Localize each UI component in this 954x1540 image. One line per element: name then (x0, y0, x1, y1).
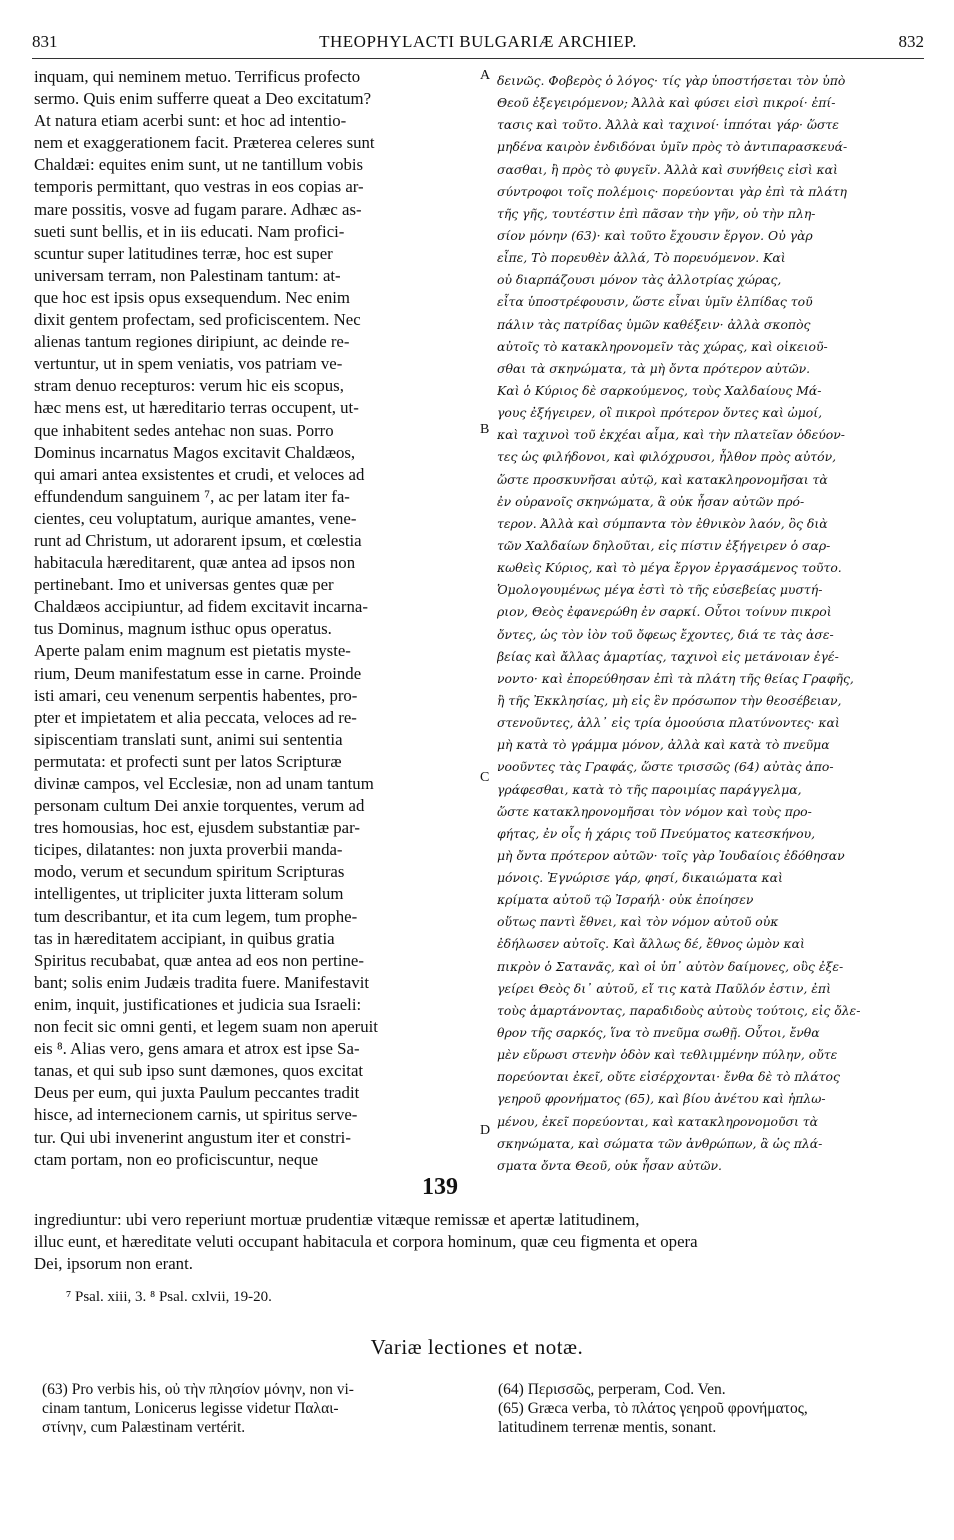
margin-letter-b: B (480, 422, 490, 437)
running-header (32, 32, 924, 58)
latin-text-line: Aperte palam enim magnum est pietatis myste- (34, 641, 351, 661)
greek-text-line: γεηροῦ φρονήματος (65), καὶ βίου ἀνέτου καὶ ἡπλω- (497, 1091, 826, 1107)
greek-text-line: οὕτως παντὶ ἔθνει, καὶ τὸν νόμον αὐτοῦ οὐκ (497, 914, 779, 930)
note-line: latitudinem terrenæ mentis, sonant. (498, 1419, 717, 1436)
latin-text-line: effundendum sanguinem ⁷, ac per latam iter fa- (34, 486, 350, 506)
latin-text-line: pertinebant. Imo et universas gentes quæ per (34, 575, 334, 595)
full-width-text (34, 1209, 934, 1275)
greek-text-line: ἐν οὐρανοῖς σκηνώματα, ἃ οὐκ ἦσαν αὐτῶν πρό- (497, 493, 805, 509)
latin-text-line: temporis permittant, quo vestras in eos copias ar- (34, 177, 364, 197)
greek-text-line: πάλιν τὰς πατρίδας ὑμῶν καθέξειν· ἀλλὰ σκοπὸς (497, 316, 811, 332)
greek-text-line: σασθαι, ἢ πρὸς τὸ φυγεῖν. Ἀλλὰ καὶ συνήθεις εἰσὶ καὶ (497, 161, 838, 177)
latin-text-line: eis ⁸. Alias vero, gens amara et atrox est ipse Sa- (34, 1039, 360, 1059)
greek-text-line: τῆς γῆς, τουτέστιν ἐπὶ πᾶσαν τὴν γῆν, οὐ τὴν πλη- (497, 205, 816, 221)
greek-text-line: ὄντες, ὡς τὸν ἰὸν τοῦ ὄφεως ἔχοντες, διά τε τὰς ἀσε- (497, 626, 834, 642)
latin-text-line: At natura etiam acerbi sunt: et hoc ad intentio- (34, 111, 347, 131)
greek-text-line: φήτας, ἐν οἷς ἡ χάρις τοῦ Πνεύματος κατεσκήνου, (497, 825, 816, 841)
greek-text-line: κρίματα αὐτοῦ τῷ Ἰσραήλ· οὐκ ἐποίησεν (497, 892, 754, 908)
greek-text-line: ἢ τῆς Ἐκκλησίας, μὴ εἰς ἓν πρόσωπον τὴν θεοσέβειαν, (497, 692, 842, 708)
greek-text-line: εἶτα ὑποστρέφουσιν, ὥστε εἶναι ὑμῖν ἐλπίδας τοῦ (497, 294, 813, 310)
notes-right-column (498, 1380, 928, 1437)
note-line: cinam tantum, Lonicerus legisse videtur Παλαι- (42, 1400, 339, 1417)
latin-text-line: Spiritus recubabat, quæ antea ad eos non pertine- (34, 950, 364, 970)
note-line: (64) Περισσῶς, perperam, Cod. Ven. (498, 1381, 726, 1398)
latin-text-line: tres homousias, hoc est, ejusdem substantiæ par- (34, 818, 360, 838)
latin-text-line: personam cultum Dei anxie torquentes, verum ad (34, 796, 365, 816)
greek-text-line: στενοῦντες, ἀλλ᾽ εἰς τρία ὁμοούσια πλατύνοντες· καὶ (497, 715, 840, 731)
latin-text-line: nem et exaggerationem facit. Præterea celeres sunt (34, 133, 375, 153)
greek-text-line: νοοῦντες τὰς Γραφάς, ὥστε τρισσῶς (64) αὐτὰς ἀπο- (497, 759, 834, 775)
latin-text-line: mare possitis, vosve ad fugam parare. Adhæc as- (34, 199, 362, 219)
latin-text-line: permutata: et profecti sunt per latos Scripturæ (34, 751, 342, 771)
latin-text-line: bant; solis enim Judæis tradita fuere. Manifestavit (34, 972, 370, 992)
greek-text-line: σίον μόνην (63)· καὶ τοῦτο ἔχουσιν ἔργον. Οὐ γὰρ (497, 227, 813, 243)
margin-letter-a: A (480, 68, 491, 83)
greek-text-line: μένου, ἐκεῖ πορεύονται, καὶ κατακληρονομοῦσι τὰ (497, 1113, 819, 1129)
latin-text-line: vertuntur, ut in spem veniatis, vos patriam ve- (34, 354, 343, 374)
latin-text-line: divinæ campos, vel Ecclesiæ, non ad unam tantum (34, 774, 374, 793)
greek-text-line: τερον. Ἀλλὰ καὶ σύμπαντα τὸν ἐθνικὸν λαόν, ὃς διὰ (497, 515, 828, 531)
greek-text-line: κωθεὶς Κύριος, καὶ τὸ μέγα ἔργον ἐργασάμενος τοῦτο. (497, 560, 842, 576)
greek-text-line: τῶν Χαλδαίων δηλοῦται, εἰς πίστιν ἐξήγειρεν ὁ σαρ- (497, 537, 831, 553)
column-number: 139 (422, 1174, 458, 1200)
latin-text-line: hisce, ad internecionem carnis, ut spiritus serve- (34, 1105, 358, 1125)
full-width-text-line: illuc eunt, et hæreditate veluti occupant habitacula et corpora hominum, quæ ceu figmenta et opera (34, 1232, 698, 1251)
greek-text-line: γράφεσθαι, κατὰ τὸ τῆς παροιμίας παράγγελμα, (497, 781, 802, 797)
latin-text-line: hæc mens est, ut hæreditario terras occupent, ut- (34, 398, 359, 418)
greek-text-line: σματα ὄντα Θεοῦ, οὐκ ἦσαν αὐτῶν. (497, 1157, 722, 1173)
greek-text-line: γείρει Θεὸς δι᾽ αὐτοῦ, εἴ τις κατὰ Παῦλόν ἐστιν, ἐπὶ (497, 980, 831, 996)
greek-text-line: δεινῶς. Φοβερὸς ὁ λόγος· τίς γὰρ ὑποστήσεται τὸν ὑπὸ (497, 73, 846, 88)
greek-text-line: νοντο· καὶ ἐπορεύθησαν ἐπὶ τὰ πλάτη τῆς θείας Γραφῆς, (497, 670, 854, 686)
header-rule (32, 58, 924, 59)
latin-text-line: habitacula hæreditarent, quæ antea ad ipsos non (34, 553, 356, 573)
margin-letter-d: D (480, 1123, 491, 1138)
running-title: THEOPHYLACTI BULGARIÆ ARCHIEP. (319, 32, 637, 51)
latin-text-line: Dominus incarnatus Magos excitavit Chaldæos, (34, 442, 356, 462)
greek-text-line: αὐτοῖς τὸ κατακληρονομεῖν τὰς χώρας, καὶ οἰκειοῦ- (497, 338, 828, 354)
greek-text-line: καὶ ταχινοὶ τοῦ ἐκχέαι αἷμα, καὶ τὴν πλατεῖαν ὁδεύον- (497, 427, 845, 443)
latin-text-line: Chaldæos accipiuntur, ad fidem excitavit incarna- (34, 597, 368, 617)
greek-text-line: ὥστε κατακληρονομῆσαι τὸν νόμον καὶ τοὺς προ- (497, 803, 812, 819)
note-line: (63) Pro verbis his, οὐ τὴν πλησίον μόνην, non vi- (42, 1381, 354, 1398)
latin-text-line: isti amari, ceu venenum serpentis habentes, pro- (34, 685, 358, 705)
greek-text-line: οὐ διαρπάζουσι μόνον τὰς ἀλλοτρίας χώρας, (497, 272, 782, 288)
latin-text-line: rium, Deum manifestatum esse in carne. Proinde (34, 663, 362, 683)
greek-text-line: πορεύονται ἐκεῖ, οὔτε εἰσέρχονται· ἔνθα δὲ τὸ πλάτος (497, 1069, 840, 1085)
greek-text-line: μὴ ὄντα πρότερον αὐτῶν· τοῖς γὰρ Ἰουδαίοις ἐδόθησαν (497, 847, 845, 863)
latin-text-line: que inhabitent sedes antehac non suas. Porro (34, 420, 334, 440)
latin-text-line: tus Dominus, magnum isthuc opus operatus. (34, 619, 332, 639)
latin-text-line: ticipes, dilatantes: non juxta proverbii manda- (34, 840, 343, 860)
note-line: (65) Græca verba, τὸ πλάτος γεηροῦ φρονήματος, (498, 1400, 808, 1417)
latin-text-line: stram denuo recepturos: verum hic eis scopus, (34, 376, 344, 396)
latin-text-line: Chaldæi: equites enim sunt, ut ne tantillum vobis (34, 155, 364, 175)
latin-text-line: runt ad Christum, ut adorarent ipsum, et cœlestia (34, 530, 362, 550)
latin-text-line: que hoc est ipsis opus exsequendum. Nec enim (34, 287, 350, 307)
full-width-text-line: Dei, ipsorum non erant. (34, 1254, 193, 1273)
page-number-right: 832 (898, 32, 924, 51)
latin-text-line: alienas tantum regiones diripiunt, ac deinde re- (34, 332, 350, 352)
greek-text-line: εἶπε, Τὸ πορευθὲν ἀλλά, Τὸ πορευόμενον. Καὶ (497, 250, 786, 266)
greek-text-line: ὥστε προσκυνῆσαι αὐτῷ, καὶ κατακληρονομῆσαι τὰ (497, 471, 828, 487)
latin-text-line: ctam portam, non eo proficiscuntur, neque (34, 1149, 319, 1169)
greek-text-line: σύντροφοι τοῖς πολέμοις· πορεύονται γὰρ ἐπὶ τὰ πλάτη (497, 183, 847, 199)
variae-lectiones-title: Variæ lectiones et notæ. (370, 1335, 584, 1359)
latin-text-line: dixit gentem profectam, sed proficiscentem. Nec (34, 310, 361, 330)
latin-text-line: Deus per eum, qui juxta Paulum peccantes tradit (34, 1083, 360, 1103)
latin-text-line: pter et impietatem et alia peccata, veloces ad re- (34, 707, 357, 727)
latin-text-line: non fecit sic omni genti, et legem suam non aperuit (34, 1017, 378, 1037)
greek-text-line: Θεοῦ ἐξεγειρόμενον; Ἀλλὰ καὶ φύσει εἰσὶ πικροί· ἐπί- (497, 95, 836, 111)
margin-letter-c: C (480, 770, 490, 785)
latin-text-line: inquam, qui neminem metuo. Terrificus profecto (34, 67, 361, 86)
greek-text-line: τασις καὶ τοῦτο. Ἀλλὰ καὶ ταχινοί· ἱππόται γάρ· ὥστε (497, 117, 839, 133)
scripture-footnotes: ⁷ Psal. xiii, 3. ⁸ Psal. cxlvii, 19-20. (66, 1289, 272, 1305)
latin-text-line: tum describantur, et ita cum legem, tum prophe- (34, 906, 358, 926)
page-number-left: 831 (32, 32, 58, 51)
latin-text-line: sermo. Quis enim sufferre queat a Deo excitatum? (34, 89, 372, 109)
latin-text-line: sipiscentiam translati sunt, animi sui sententia (34, 729, 343, 749)
greek-text-line: γους ἐξήγειρεν, οἳ πικροὶ πρότερον ὄντες καὶ ὠμοί, (497, 405, 823, 421)
latin-text-line: tanas, et qui sub ipso sunt dæmones, quos excitat (34, 1061, 364, 1081)
greek-text-line: μὲν εὕρωσι στενὴν ὁδὸν καὶ τεθλιμμένην πύλην, οὔτε (497, 1047, 838, 1063)
latin-text-line: qui amari antea exsistentes et crudi, et veloces ad (34, 464, 365, 484)
greek-text-line: τοὺς ἁμαρτάνοντας, παραδιδοὺς αὐτοὺς τούτοις, εἰς ὄλε- (497, 1002, 861, 1018)
greek-text-line: σθαι τὰ σκηνώματα, τὰ μὴ ὄντα πρότερον αὐτῶν. (497, 360, 811, 376)
latin-text-line: enim, inquit, justificationes et judicia sua Israeli: (34, 994, 362, 1014)
latin-column (34, 66, 474, 1171)
greek-text-line: πικρὸν ὁ Σατανᾶς, καὶ οἱ ὑπ᾽ αὐτὸν δαίμονες, οὓς ἐξε- (497, 958, 844, 974)
greek-text-line: ριον, Θεὸς ἐφανερώθη ἐν σαρκί. Οὗτοι τοίνυν πικροὶ (497, 604, 832, 620)
note-line: στίνην, cum Palæstinam vertérit. (42, 1419, 246, 1436)
greek-text-line: μόνοις. Ἐγνώρισε γάρ, φησί, δικαιώματα καὶ (497, 870, 783, 886)
latin-text-line: cientes, ceu voluptatum, aurique amantes, vene- (34, 508, 357, 528)
latin-text-line: intelligentes, ut tripliciter juxta litteram solum (34, 884, 344, 904)
greek-text-line: ἐδήλωσεν αὐτοῖς. Καὶ ἄλλως δέ, ἔθνος ὠμὸν καὶ (497, 936, 805, 952)
latin-text-line: scuntur super latitudines terræ, hoc est super (34, 243, 333, 263)
latin-text-line: modo, verum et secundum spiritum Scripturas (34, 862, 345, 882)
latin-text-line: tur. Qui ubi invenerint angustum iter et constri- (34, 1127, 351, 1147)
full-width-text-line: ingrediuntur: ubi vero reperiunt mortuæ prudentiæ vitæque remissæ et apertæ latitudinem, (34, 1210, 640, 1229)
greek-text-line: βείας καὶ ἄλλας ἁμαρτίας, ταχινοὶ εἰς μετάνοιαν ἐγέ- (497, 648, 839, 664)
greek-text-line: μηδένα καιρὸν ἐνδιδόναι ὑμῖν πρὸς τὸ ἀντιπαρασκευά- (497, 139, 848, 155)
latin-text-line: universam terram, non Palestinam tantum: at- (34, 265, 341, 285)
greek-text-line: Καὶ ὁ Κύριος δὲ σαρκούμενος, τοὺς Χαλδαίους Μά- (497, 382, 822, 398)
notes-left-column (42, 1380, 472, 1437)
greek-text-line: Ὁμολογουμένως μέγα ἐστὶ τὸ τῆς εὐσεβείας μυστή- (497, 582, 823, 598)
greek-text-line: σκηνώματα, καὶ σώματα τῶν ἀνθρώπων, ἃ ὡς πλά- (497, 1135, 823, 1151)
greek-column (497, 70, 935, 1177)
latin-text-line: tas in hæreditatem accipiant, in quibus gratia (34, 928, 335, 948)
greek-text-line: τες ὡς φιλήδονοι, καὶ φιλόχρυσοι, ἦλθον πρὸς αὐτόν, (497, 449, 837, 465)
greek-text-line: θρον τῆς σαρκός, ἵνα τὸ πνεῦμα σωθῇ. Οὗτοι, ἔνθα (497, 1025, 820, 1041)
greek-text-line: μὴ κατὰ τὸ γράμμα μόνον, ἀλλὰ καὶ κατὰ τὸ πνεῦμα (497, 737, 830, 753)
latin-text-line: sueti sunt bellis, et in iis educati. Nam profici- (34, 221, 345, 241)
